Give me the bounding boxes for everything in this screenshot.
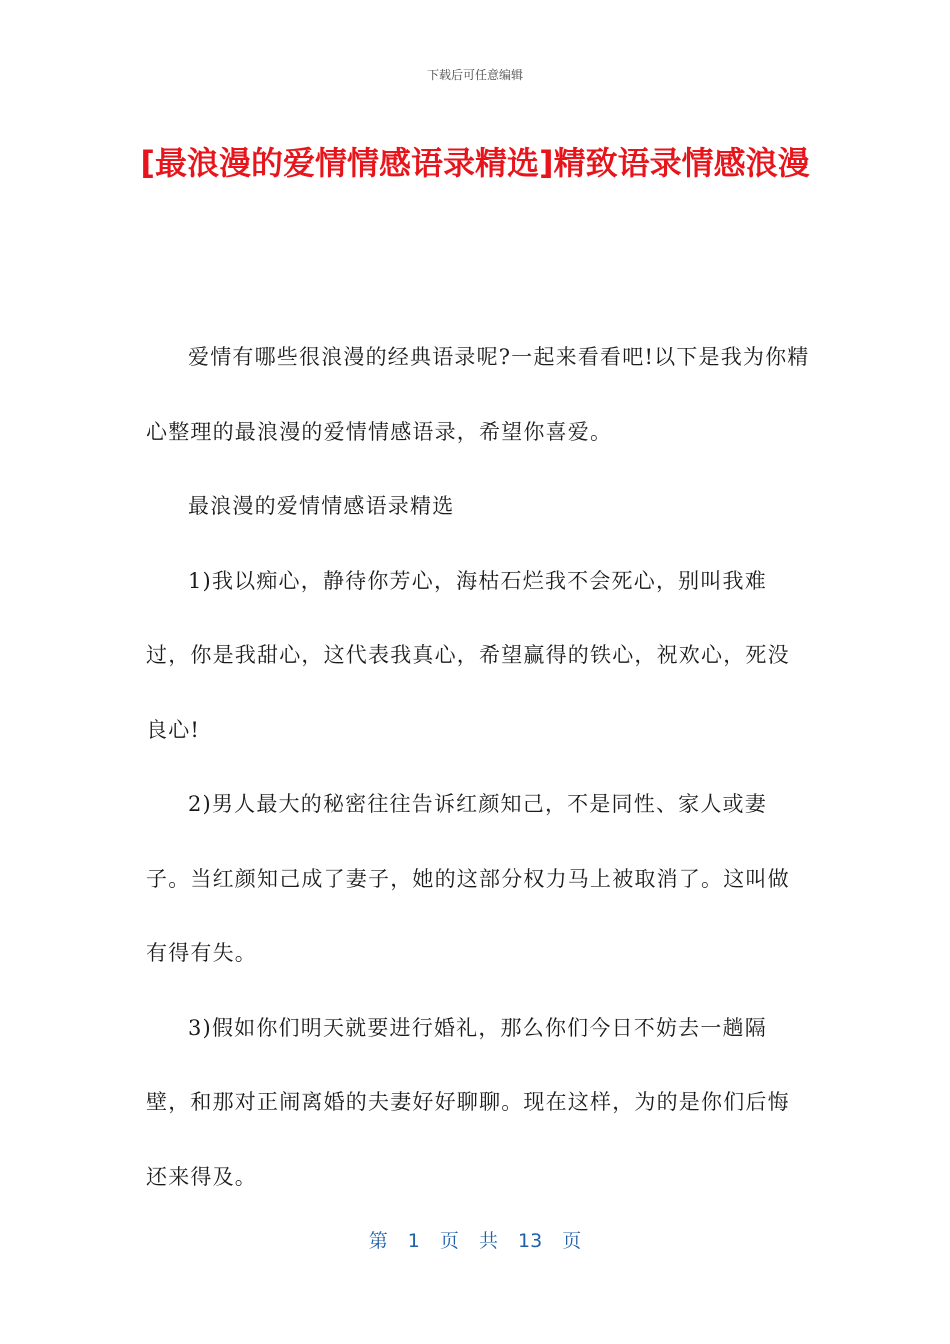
paragraph-quote-3: 3)假如你们明天就要进行婚礼，那么你们今日不妨去一趟隔壁，和那对正闹离婚的夫妻好好聊聊。现在这样，为的是你们后悔还来得及。 xyxy=(146,1015,790,1189)
header-note: 下载后可任意编辑 xyxy=(426,68,523,82)
paragraph-quote-2: 2)男人最大的秘密往往告诉红颜知己，不是同性、家人或妻子。当红颜知己成了妻子，她的这部分权力马上被取消了。这叫做有得有失。 xyxy=(146,792,790,965)
paragraph-section-heading: 最浪漫的爱情情感语录精选 xyxy=(188,494,455,518)
page-number-footer: 第 1 页 共 13 页 xyxy=(368,1230,582,1252)
paragraph-quote-1: 1)我以痴心，静待你芳心，海枯石烂我不会死心，别叫我难过，你是我甜心，这代表我真心，希望赢得的铁心，祝欢心，死没良心! xyxy=(146,568,790,742)
paragraph-intro: 爱情有哪些很浪漫的经典语录呢?一起来看看吧!以下是我为你精心整理的最浪漫的爱情情感语录，希望你喜爱。 xyxy=(146,345,810,444)
document-body xyxy=(146,320,810,1214)
document-title: [最浪漫的爱情情感语录精选]精致语录情感浪漫 xyxy=(140,144,810,182)
